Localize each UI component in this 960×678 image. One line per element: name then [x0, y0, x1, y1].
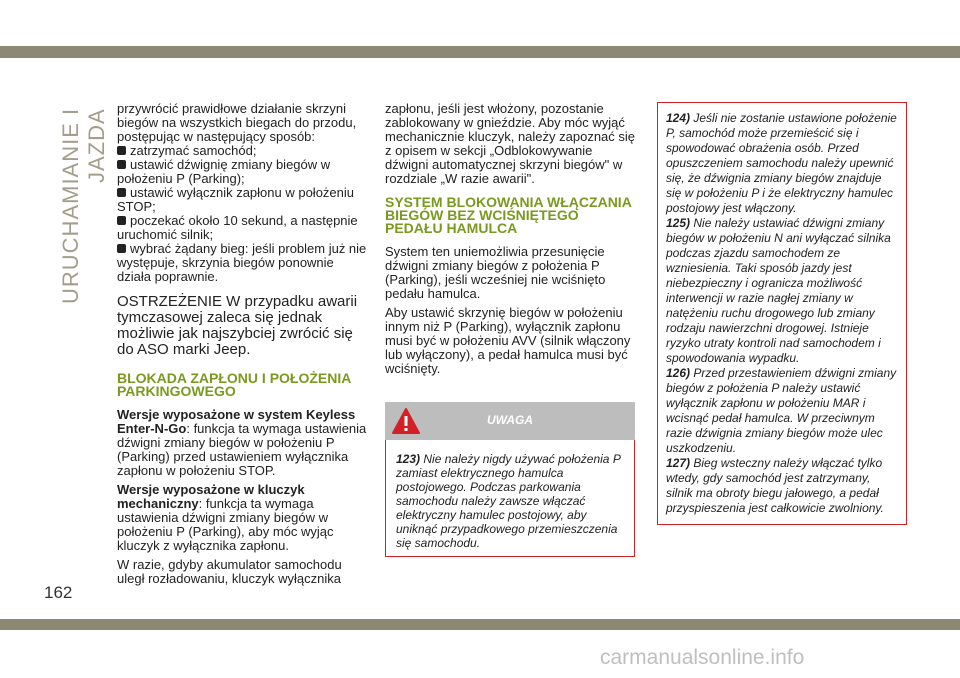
intro-text: przywrócić prawidłowe działanie skrzyni biegów na wszystkich biegach do przodu, postępując w następujący sposób: — [117, 101, 357, 144]
list-item: ustawić wyłącznik zapłonu w położeniu STOP; — [117, 185, 355, 214]
bottom-bar — [0, 619, 960, 630]
section-title: URUCHAMIANIE I JAZDA — [58, 108, 109, 305]
watermark: carmanualsonline.info — [600, 646, 805, 669]
square-bullet-icon — [117, 160, 126, 169]
column-2 — [385, 102, 635, 557]
warning-note: OSTRZEŻENIE W przypadku awarii tymczasowej zaleca się jednak możliwie jak najszybciej zwrócić się do ASO marki Jeep. — [117, 293, 358, 358]
list-item: poczekać około 10 sekund, a następnie uruchomić silnik; — [117, 213, 358, 242]
square-bullet-icon — [117, 244, 126, 253]
paragraph: Aby ustawić skrzynię biegów w położeniu innym niż P (Parking), wyłącznik zapłonu musi być w położeniu AVV (silnik włączony lub wyłączony), a pedał hamulca musi być wciśnięty. — [385, 305, 631, 376]
list-item: zatrzymać samochód; — [117, 144, 367, 158]
paragraph: zapłonu, jeśli jest włożony, pozostanie zablokowany w gnieździe. Aby móc wyjąć mechanicznie kluczyk, należy zapoznać się z opisem w sekcji „Odblokowywanie dźwigni automatycznej skrzyni biegów" w rozdziale „W razie awarii". — [385, 101, 636, 186]
note-item: 127) Bieg wsteczny należy włączać tylko wtedy, gdy samochód jest zatrzymany, silnik ma obroty biegu jałowego, a pedał przyspieszenia jest całkowicie zwolniony. — [666, 456, 884, 515]
paragraph: W razie, gdyby akumulator samochodu uległ rozładowaniu, kluczyk wyłącznika — [117, 557, 342, 586]
paragraph: Wersje wyposażone w system Keyless Enter-N-Go: funkcja ta wymaga ustawienia dźwigni zmiany biegów w położeniu P (Parking) przed ustawieniem wyłącznika zapłonu w położeniu STOP. — [117, 407, 367, 478]
top-bar — [0, 46, 960, 58]
paragraph: Wersje wyposażone w kluczyk mechaniczny: funkcja ta wymaga ustawienia dźwigni zmiany biegów w położeniu P (Parking), aby móc wyjąc kluczyk z wyłącznika zapłonu. — [117, 482, 334, 553]
warning-notes-box — [657, 102, 907, 525]
column-1 — [117, 102, 367, 591]
square-bullet-icon — [117, 216, 126, 225]
column-3 — [657, 102, 907, 525]
note-item: 125) Nie należy ustawiać dźwigni zmiany biegów w położeniu N ani wyłączać silnika podczas zjazdu samochodem ze wzniesienia. Taki sposób jazdy jest niebezpieczny i ogranicza możliwość interwencji w razie nagłej zmiany w natężeniu ruchu drogowego lub zmiany rodzaju nawierzchni drogowej. Istnieje ryzyko utraty kontroli nad samochodem i spowodowania wypadku. — [666, 216, 891, 365]
square-bullet-icon — [117, 188, 126, 197]
steps-list — [117, 144, 367, 284]
paragraph: System ten uniemożliwia przesunięcie dźwigni zmiany biegów z położenia P (Parking), jeśli wcześniej nie wciśnięto pedału hamulca. — [385, 244, 606, 301]
uwaga-body: 123) Nie należy nigdy używać położenia P zamiast elektrycznego hamulca postojowego. Podczas parkowania samochodu należy zawsze włączać elektryczny hamulec postojowy, aby uniknąć przypadkowego przemieszczenia się samochodu. — [385, 440, 635, 557]
section-heading: BLOKADA ZAPŁONU I POŁOŻENIA PARKINGOWEGO — [117, 370, 351, 399]
note-item: 126) Przed przestawieniem dźwigni zmiany biegów z położenia P należy ustawić wyłącznik zapłonu w położeniu MAR i wcisnąć pedał hamulca. W przeciwnym razie dźwignia zmiany biegów może ulec uszkodzeniu. — [666, 366, 897, 455]
section-heading: SYSTEM BLOKOWANIA WŁĄCZANIA BIEGÓW BEZ WCIŚNIĘTEGO PEDAŁU HAMULCA — [385, 194, 632, 236]
square-bullet-icon — [117, 146, 126, 155]
page-number: 162 — [44, 583, 73, 602]
list-item: wybrać żądany bieg: jeśli problem już nie występuje, skrzynia biegów ponownie działa poprawnie. — [117, 241, 367, 284]
list-item: ustawić dźwignię zmiany biegów w położeniu P (Parking); — [117, 157, 331, 186]
uwaga-header — [385, 402, 635, 440]
uwaga-title: UWAGA — [487, 413, 533, 427]
note-item: 124) Jeśli nie zostanie ustawione położenie P, samochód może przemieścić się i spowodować obrażenia osób. Przed opuszczeniem samochodu należy upewnić się, że dźwignia zmiany biegów znajduje się w położeniu P i że elektryczny hamulec postojowy jest włączony. — [666, 111, 897, 215]
